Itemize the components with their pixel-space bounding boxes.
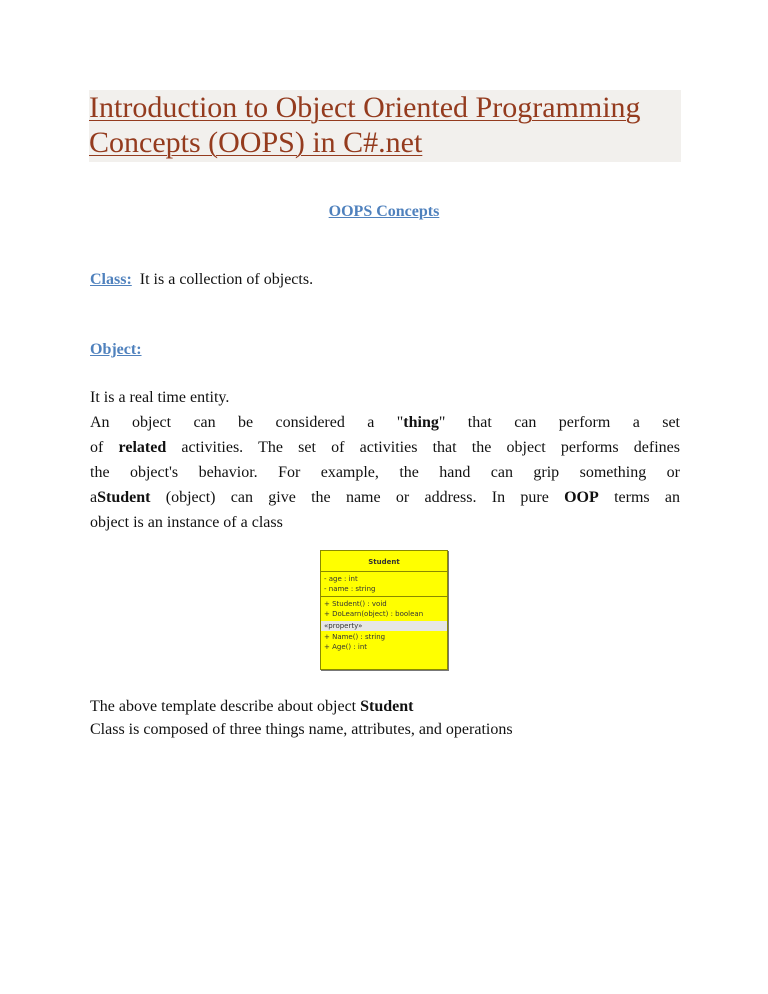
uml-operation: + Student() : void: [324, 600, 387, 608]
object-line-2: An object can be considered a "thing" that can perform a set: [90, 414, 681, 431]
object-label: Object:: [90, 341, 142, 358]
uml-attribute: - name : string: [324, 585, 376, 593]
class-text: It is a collection of objects.: [139, 271, 314, 288]
student-bold: Student: [360, 698, 414, 715]
uml-property-stereotype: «property»: [321, 621, 447, 631]
uml-class-name: Student: [321, 551, 447, 572]
uml-attributes: [321, 572, 447, 597]
uml-class-diagram: [320, 550, 448, 670]
uml-property: + Name() : string: [324, 633, 386, 641]
page-title: [89, 90, 681, 162]
uml-operation: + DoLearn(object) : boolean: [324, 610, 424, 618]
uml-properties: [321, 631, 447, 652]
object-line-4: the object's behavior. For example, the hand can grip something or: [90, 464, 680, 481]
object-line-1: It is a real time entity.: [90, 389, 230, 406]
uml-operations: [321, 597, 447, 621]
object-line-3: of related activities. The set of activities that the object performs defines: [90, 439, 681, 456]
object-line-5: aStudent (object) can give the name or address. In pure OOP terms an: [90, 489, 681, 506]
footer-line-2: Class is composed of three things name, attributes, and operations: [90, 721, 513, 738]
uml-property: + Age() : int: [324, 643, 368, 651]
object-label-line: [90, 341, 142, 359]
title-line-1: Introduction to Object Oriented Programming: [89, 91, 641, 124]
class-definition: [90, 271, 313, 289]
title-line-2: Concepts (OOPS) in C#.net: [89, 126, 423, 159]
object-paragraph: [90, 385, 680, 535]
object-line-6: object is an instance of a class: [90, 514, 283, 531]
section-heading: OOPS Concepts: [328, 203, 440, 220]
footer-line-1: The above template describe about object Student: [90, 698, 414, 715]
uml-attribute: - age : int: [324, 575, 358, 583]
class-label: Class:: [90, 271, 132, 288]
